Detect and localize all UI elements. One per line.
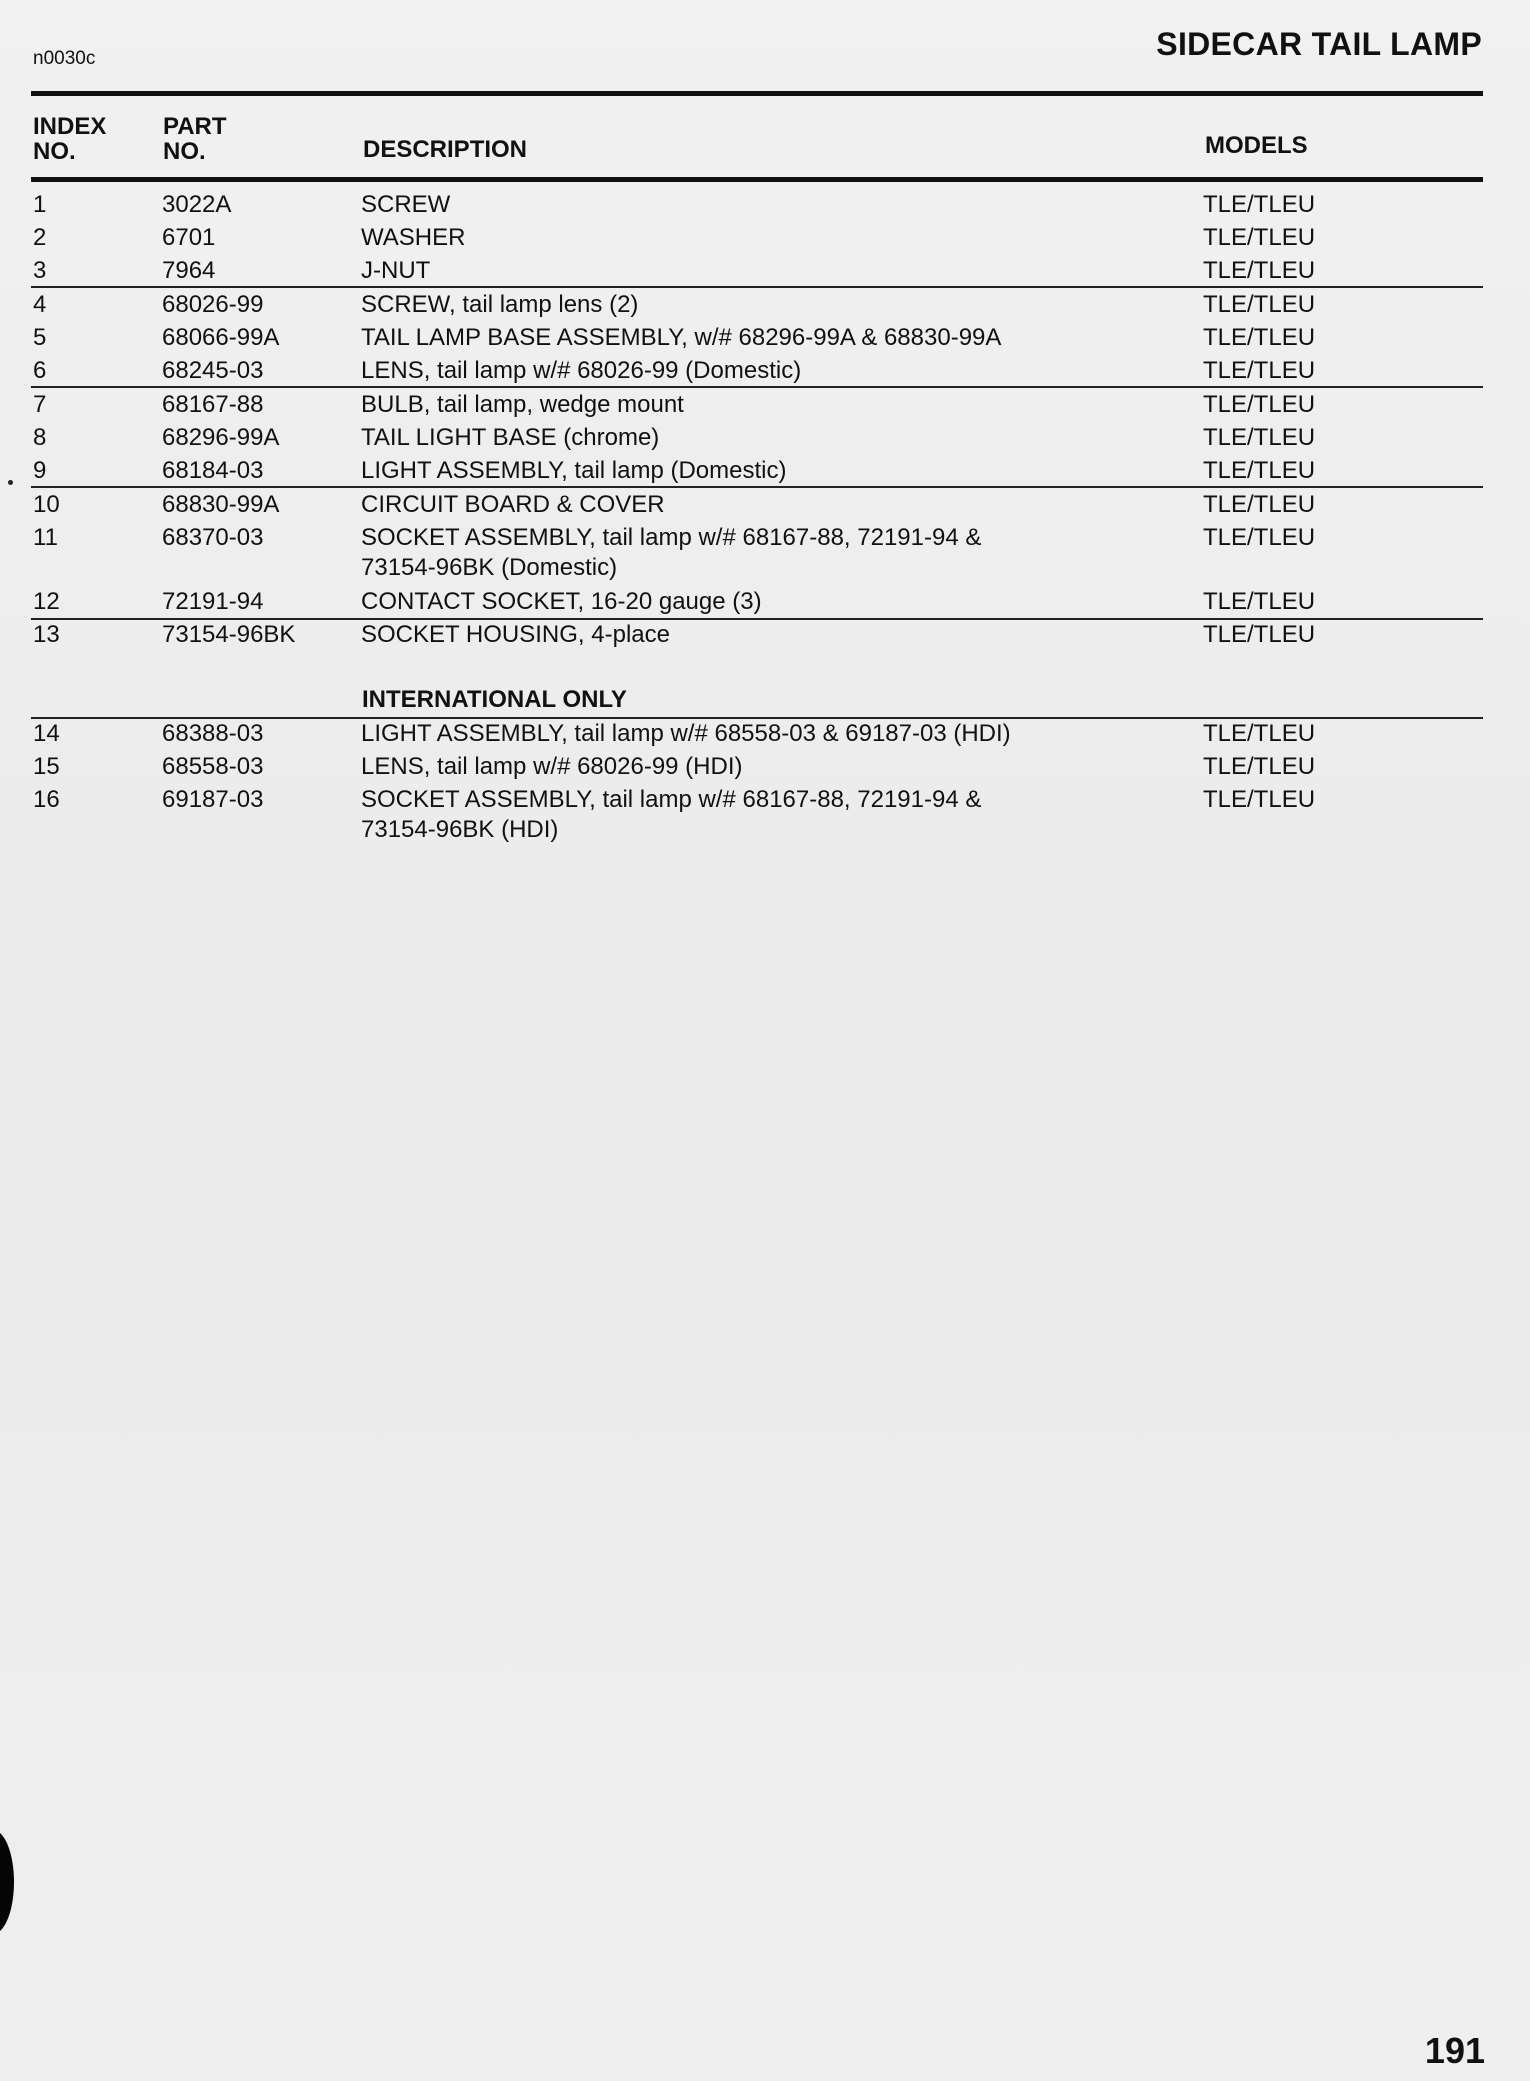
row-models: TLE/TLEU [1203,786,1316,813]
row-part-number: 68026-99 [162,291,264,318]
row-index: 14 [33,720,60,747]
row-models: TLE/TLEU [1203,753,1316,780]
row-part-number: 72191-94 [162,588,264,615]
document-code: n0030c [33,48,96,69]
row-description: TAIL LIGHT BASE (chrome) [361,424,660,451]
row-part-number: 73154-96BK [162,621,296,648]
row-index: 6 [33,357,47,384]
row-description: CONTACT SOCKET, 16-20 gauge (3) [361,588,762,615]
row-description [361,523,1181,583]
row-description-line1: SOCKET ASSEMBLY, tail lamp w/# 68167-88, 72191-94 & [361,524,982,551]
column-header-part-line1: PART [163,113,227,140]
column-header-description: DESCRIPTION [363,136,528,163]
binder-hole-mark [0,1830,14,1934]
row-models: TLE/TLEU [1203,324,1316,351]
page-title: SIDECAR TAIL LAMP [1156,26,1482,62]
row-models: TLE/TLEU [1203,524,1316,551]
row-description: WASHER [361,224,466,251]
row-part-number: 6701 [162,224,216,251]
row-index: 4 [33,291,47,318]
row-description: CIRCUIT BOARD & COVER [361,491,665,518]
row-models: TLE/TLEU [1203,588,1316,615]
row-index: 3 [33,257,47,284]
row-index: 13 [33,621,60,648]
column-header-models: MODELS [1205,132,1308,159]
row-description [361,785,1181,845]
group-divider [31,386,1483,388]
header-rule [31,177,1483,182]
row-index: 7 [33,391,47,418]
row-description: LIGHT ASSEMBLY, tail lamp w/# 68558-03 & 69187-03 (HDI) [361,720,1011,747]
row-index: 9 [33,457,47,484]
row-index: 10 [33,491,60,518]
row-index: 16 [33,786,60,813]
column-header-part [163,114,227,164]
row-description-line1: SOCKET ASSEMBLY, tail lamp w/# 68167-88, 72191-94 & [361,786,982,813]
row-models: TLE/TLEU [1203,424,1316,451]
row-description: LIGHT ASSEMBLY, tail lamp (Domestic) [361,457,787,484]
row-part-number: 68167-88 [162,391,264,418]
row-index: 5 [33,324,47,351]
scan-speck [8,480,13,485]
row-models: TLE/TLEU [1203,457,1316,484]
row-description: BULB, tail lamp, wedge mount [361,391,684,418]
row-index: 2 [33,224,47,251]
row-part-number: 69187-03 [162,786,264,813]
row-index: 15 [33,753,60,780]
row-part-number: 68370-03 [162,524,264,551]
row-models: TLE/TLEU [1203,291,1316,318]
row-part-number: 68830-99A [162,491,280,518]
row-description-line2: 73154-96BK (HDI) [361,816,559,843]
row-description: TAIL LAMP BASE ASSEMBLY, w/# 68296-99A & 68830-99A [361,324,1002,351]
row-description: SCREW [361,191,451,218]
column-header-index-line2: NO. [33,138,76,165]
column-header-index [33,114,106,164]
row-models: TLE/TLEU [1203,720,1316,747]
row-models: TLE/TLEU [1203,621,1316,648]
international-section-label: INTERNATIONAL ONLY [362,686,627,713]
row-description: SOCKET HOUSING, 4-place [361,621,670,648]
row-models: TLE/TLEU [1203,257,1316,284]
row-description-line2: 73154-96BK (Domestic) [361,554,618,581]
row-part-number: 68245-03 [162,357,264,384]
row-description: LENS, tail lamp w/# 68026-99 (Domestic) [361,357,802,384]
row-part-number: 7964 [162,257,216,284]
column-header-index-line1: INDEX [33,113,107,140]
row-models: TLE/TLEU [1203,357,1316,384]
group-divider [31,286,1483,288]
row-models: TLE/TLEU [1203,224,1316,251]
row-models: TLE/TLEU [1203,391,1316,418]
row-description: SCREW, tail lamp lens (2) [361,291,639,318]
top-rule [31,91,1483,96]
row-part-number: 68184-03 [162,457,264,484]
row-index: 1 [33,191,47,218]
row-part-number: 3022A [162,191,232,218]
row-description: LENS, tail lamp w/# 68026-99 (HDI) [361,753,743,780]
column-header-part-line2: NO. [163,138,206,165]
row-index: 12 [33,588,60,615]
row-models: TLE/TLEU [1203,191,1316,218]
row-part-number: 68558-03 [162,753,264,780]
row-part-number: 68066-99A [162,324,280,351]
page-number: 191 [1424,2030,1485,2071]
row-part-number: 68388-03 [162,720,264,747]
row-index: 8 [33,424,47,451]
row-part-number: 68296-99A [162,424,280,451]
row-index: 11 [33,524,58,551]
row-description: J-NUT [361,257,431,284]
group-divider [31,486,1483,488]
row-models: TLE/TLEU [1203,491,1316,518]
